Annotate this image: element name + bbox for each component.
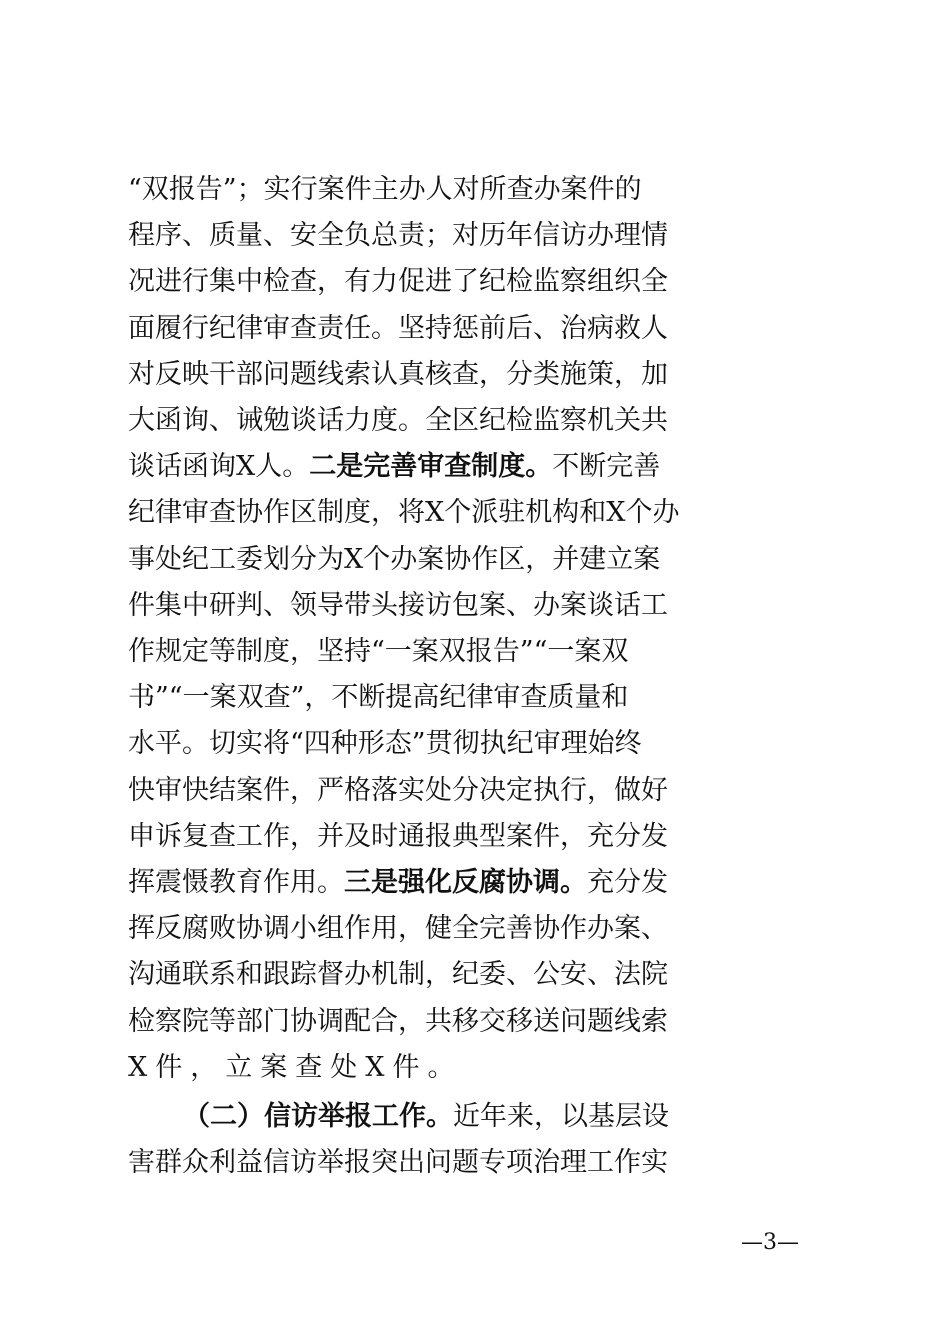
text-line (128, 952, 824, 998)
bold-heading-text: 三是强化反腐协调。 (344, 867, 587, 898)
text-line (128, 675, 824, 721)
text-line (128, 768, 824, 814)
paragraph-text: 程序、质量、安全负总责；对历年信访办理情 (128, 220, 668, 252)
paragraph-text: 况进行集中检查，有力促进了纪检监察组织全 (128, 266, 668, 298)
paragraph-text: “双报告”；实行案件主办人对所查办案件的 (128, 174, 642, 205)
bold-heading-text: 二是完善审查制度。 (309, 451, 553, 483)
text-line (128, 1140, 824, 1186)
paragraph-text: 水平。切实将“四种形态”贯彻执纪审理始终 (128, 728, 642, 760)
paragraph-text: 快审快结案件，严格落实处分决定执行，做好 (128, 774, 668, 806)
page-number: —3— (741, 1230, 799, 1255)
text-line (128, 860, 824, 906)
text-line (128, 352, 824, 398)
paragraph-text: X件，立案查处X件。 (128, 1051, 463, 1083)
text-line (128, 444, 824, 490)
text-line (128, 999, 824, 1045)
text-line (128, 814, 824, 860)
text-line (128, 306, 824, 352)
paragraph-text: 充分发 (587, 867, 668, 898)
paragraph-text: 谈话函询X人。 (128, 451, 310, 483)
paragraph-text: 纪律审查协作区制度，将X个派驻机构和X个办 (128, 497, 680, 529)
paragraph-text: 害群众利益信访举报突出问题专项治理工作实 (128, 1147, 668, 1179)
paragraph-text: 大函询、诫勉谈话力度。全区纪检监察机关共 (128, 405, 668, 436)
paragraph-text: 事处纪工委划分为X个办案协作区，并建立案 (128, 543, 661, 575)
paragraph-text: 对反映干部问题线索认真核查，分类施策，加 (128, 358, 668, 390)
paragraph-text: 挥反腐败协调小组作用，健全完善协作办案、 (128, 913, 668, 945)
text-line (128, 537, 824, 583)
text-line (128, 259, 824, 305)
text-line (183, 1094, 824, 1140)
paragraph-text: 近年来，以基层设 (453, 1101, 669, 1132)
text-line (128, 398, 824, 444)
paragraph-text: 挥震慑教育作用。 (128, 867, 344, 898)
bold-heading-text: （二）信访举报工作。 (183, 1101, 453, 1132)
text-line (128, 1045, 824, 1091)
text-line (128, 213, 824, 259)
paragraph-text: 作规定等制度，坚持“一案双报告”“一案双 (128, 636, 629, 667)
text-line (128, 490, 824, 536)
text-line (128, 583, 824, 629)
paragraph-text: 书”“一案双查”，不断提高纪律审查质量和 (128, 682, 629, 714)
paragraph-text: 检察院等部门协调配合，共移交移送问题线索 (128, 1005, 668, 1037)
text-line (128, 721, 824, 767)
paragraph-text: 申诉复查工作，并及时通报典型案件，充分发 (128, 820, 668, 852)
paragraph-text: 沟通联系和跟踪督办机制，纪委、公安、法院 (128, 959, 668, 991)
paragraph-text: 面履行纪律审查责任。坚持惩前后、治病救人 (128, 312, 668, 344)
paragraph-text: 件集中研判、领导带头接访包案、办案谈话工 (128, 589, 668, 621)
text-line (128, 906, 824, 952)
text-line (128, 629, 824, 675)
text-line (128, 167, 824, 213)
paragraph-text: 不断完善 (552, 451, 661, 483)
